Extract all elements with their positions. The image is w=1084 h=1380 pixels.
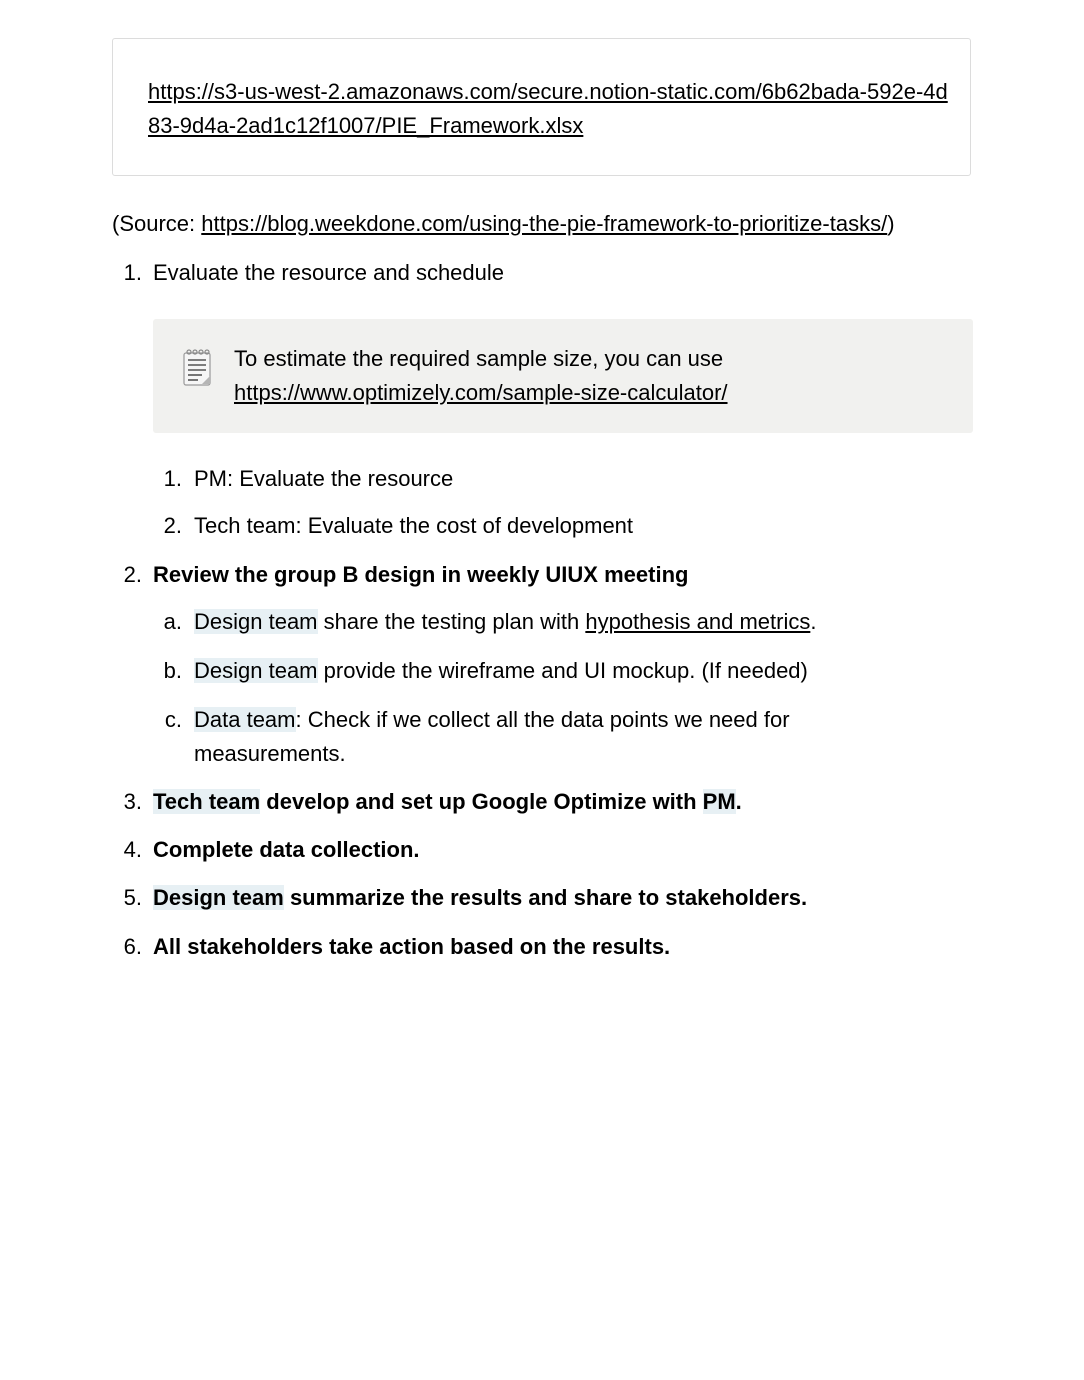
team-mention[interactable]: Tech team	[153, 789, 261, 814]
step-text: summarize the results and share to stakeholders.	[283, 885, 808, 910]
source-line	[112, 207, 895, 241]
step-number: 1.	[123, 260, 142, 285]
step-text: develop and set up Google Optimize with	[260, 789, 703, 814]
subitem-row	[194, 703, 790, 737]
step-number: 5.	[123, 885, 142, 910]
step-number: 2.	[123, 562, 142, 587]
subitem-text-continued: measurements.	[194, 741, 346, 766]
team-mention[interactable]: PM	[702, 789, 736, 814]
hypothesis-link[interactable]: hypothesis and metrics	[585, 609, 811, 634]
callout-body: To estimate the required sample size, you can use	[234, 346, 724, 371]
team-mention[interactable]: Data team	[194, 707, 296, 732]
file-attachment-box	[112, 38, 971, 176]
subitem-text: provide the wireframe and UI mockup. (If needed)	[317, 658, 808, 683]
subitem-end: .	[810, 609, 817, 634]
callout-text	[234, 342, 954, 410]
subitem-number: 2.	[163, 513, 182, 538]
source-link[interactable]: https://blog.weekdone.com/using-the-pie-framework-to-prioritize-tasks/	[201, 211, 888, 236]
subitem-row	[194, 605, 816, 639]
team-mention[interactable]: Design team	[194, 658, 318, 683]
team-mention[interactable]: Design team	[194, 609, 318, 634]
subitem-text: PM: Evaluate the resource	[194, 466, 454, 491]
source-suffix: )	[887, 211, 895, 236]
step-text: Review the group B design in weekly UIUX meeting	[153, 562, 689, 587]
notepad-icon	[182, 347, 212, 387]
subitem-letter: a.	[163, 609, 182, 634]
subitem-number: 1.	[163, 466, 182, 491]
team-mention[interactable]: Design team	[153, 885, 284, 910]
step-text: Evaluate the resource and schedule	[153, 260, 505, 285]
subitem-text: Tech team: Evaluate the cost of development	[194, 513, 634, 538]
subitem-text: share the testing plan with	[317, 609, 586, 634]
step-end: .	[735, 789, 742, 814]
source-prefix: (Source:	[112, 211, 202, 236]
step-row	[153, 881, 807, 915]
callout	[153, 319, 973, 433]
subitem-letter: c.	[164, 707, 182, 732]
subitem-letter: b.	[163, 658, 182, 683]
callout-link[interactable]: https://www.optimizely.com/sample-size-calculator/	[234, 380, 728, 405]
subitem-text: : Check if we collect all the data points we need for	[295, 707, 790, 732]
subitem-row	[194, 654, 808, 688]
step-number: 6.	[123, 934, 142, 959]
step-text: All stakeholders take action based on the results.	[153, 934, 671, 959]
step-number: 4.	[123, 837, 142, 862]
step-row	[153, 785, 742, 819]
step-text: Complete data collection.	[153, 837, 420, 862]
step-number: 3.	[123, 789, 142, 814]
file-link[interactable]: https://s3-us-west-2.amazonaws.com/secure.notion-static.com/6b62bada-592e-4d83-9d4a-2ad1c12f1007/PIE_Framework.xlsx	[148, 79, 948, 138]
